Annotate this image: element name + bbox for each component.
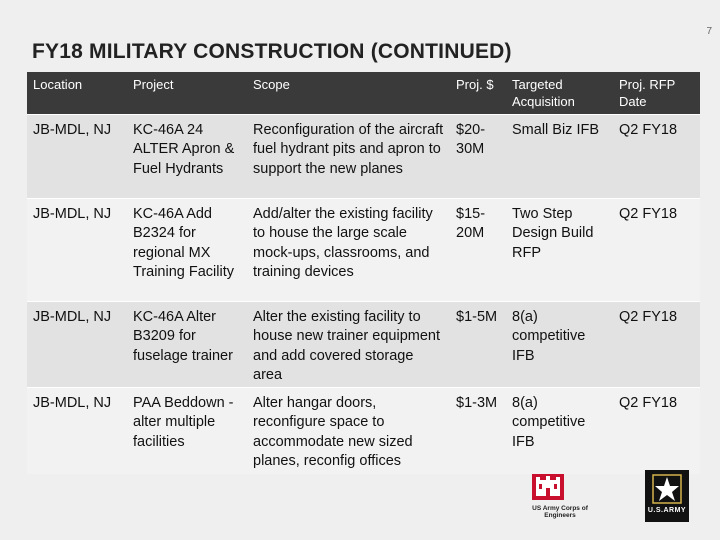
page-title: FY18 MILITARY CONSTRUCTION (CONTINUED) bbox=[32, 40, 512, 63]
cell-location: JB-MDL, NJ bbox=[27, 388, 127, 474]
cell-targeted-acquisition: Small Biz IFB bbox=[506, 115, 613, 199]
construction-table bbox=[27, 72, 700, 474]
cell-proj-rfp-date: Q2 FY18 bbox=[613, 199, 700, 302]
cell-targeted-acquisition: Two Step Design Build RFP bbox=[506, 199, 613, 302]
castle-icon bbox=[532, 474, 564, 500]
cell-proj-dollars: $1-3M bbox=[450, 388, 506, 474]
cell-proj-dollars: $20-30M bbox=[450, 115, 506, 199]
cell-proj-rfp-date: Q2 FY18 bbox=[613, 302, 700, 388]
table-row bbox=[27, 199, 700, 302]
table-header-row bbox=[27, 72, 700, 115]
header-targeted-acquisition: Targeted Acquisition bbox=[506, 72, 613, 115]
table-row bbox=[27, 115, 700, 199]
cell-proj-rfp-date: Q2 FY18 bbox=[613, 115, 700, 199]
star-icon bbox=[652, 474, 682, 504]
usace-logo-text: US Army Corps of Engineers bbox=[532, 505, 588, 519]
cell-proj-dollars: $15-20M bbox=[450, 199, 506, 302]
cell-scope: Add/alter the existing facility to house the large scale mock-ups, classrooms, and training devices bbox=[247, 199, 450, 302]
cell-proj-rfp-date: Q2 FY18 bbox=[613, 388, 700, 474]
table-row bbox=[27, 302, 700, 388]
cell-targeted-acquisition: 8(a) competitive IFB bbox=[506, 302, 613, 388]
cell-scope: Alter the existing facility to house new trainer equipment and add covered storage area bbox=[247, 302, 450, 388]
header-proj-rfp-date: Proj. RFP Date bbox=[613, 72, 700, 115]
table-row bbox=[27, 388, 700, 474]
cell-targeted-acquisition: 8(a) competitive IFB bbox=[506, 388, 613, 474]
slide-number: 7 bbox=[706, 26, 712, 37]
usace-logo bbox=[528, 474, 592, 522]
cell-location: JB-MDL, NJ bbox=[27, 199, 127, 302]
us-army-logo bbox=[645, 470, 689, 522]
cell-project: KC-46A Add B2324 for regional MX Training Facility bbox=[127, 199, 247, 302]
cell-scope: Alter hangar doors, reconfigure space to accommodate new sized planes, reconfig offices bbox=[247, 388, 450, 474]
header-location: Location bbox=[27, 72, 127, 115]
header-scope: Scope bbox=[247, 72, 450, 115]
cell-project: KC-46A Alter B3209 for fuselage trainer bbox=[127, 302, 247, 388]
cell-project: PAA Beddown - alter multiple facilities bbox=[127, 388, 247, 474]
army-logo-text: U.S.ARMY bbox=[647, 507, 687, 514]
cell-location: JB-MDL, NJ bbox=[27, 302, 127, 388]
cell-location: JB-MDL, NJ bbox=[27, 115, 127, 199]
cell-proj-dollars: $1-5M bbox=[450, 302, 506, 388]
header-proj-dollars: Proj. $ bbox=[450, 72, 506, 115]
cell-project: KC-46A 24 ALTER Apron & Fuel Hydrants bbox=[127, 115, 247, 199]
header-project: Project bbox=[127, 72, 247, 115]
cell-scope: Reconfiguration of the aircraft fuel hydrant pits and apron to support the new planes bbox=[247, 115, 450, 199]
